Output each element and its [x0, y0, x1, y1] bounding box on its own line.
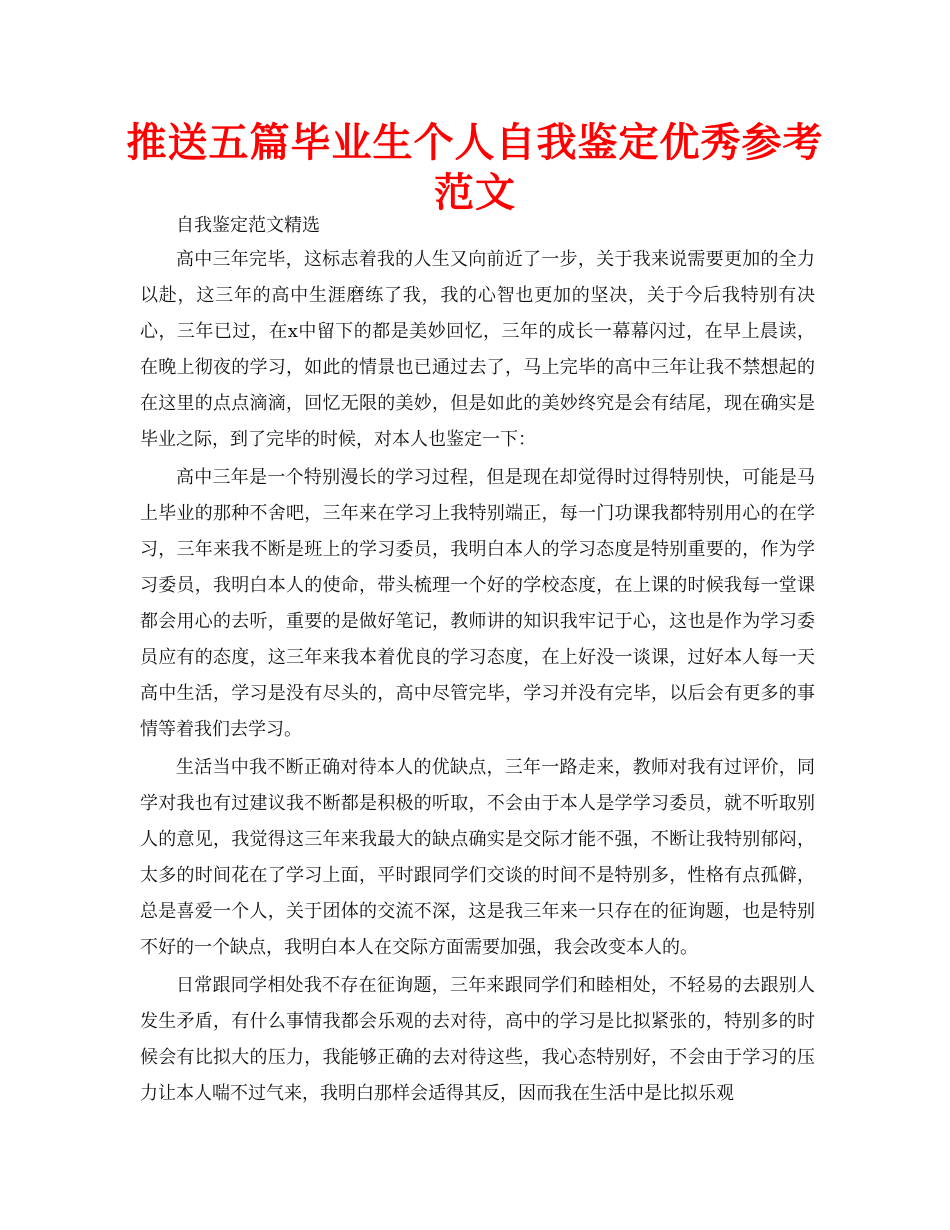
paragraph-1: 高中三年完毕，这标志着我的人生又向前近了一步，关于我来说需要更加的全力以赴，这三年的高中生涯磨练了我，我的心智也更加的坚决，关于今后我特别有决心，三年已过，在x中留下的都是美妙回忆，三年的成长一幕幕闪过，在早上晨读，在晚上彻夜的学习，如此的情景也已通过去了，马上完毕的高中三年让我不禁想起的在这里的点点滴滴，回忆无限的美妙，但是如此的美妙终究是会有结尾，现在确实是毕业之际，到了完毕的时候，对本人也鉴定一下： [140, 249, 815, 450]
paragraph-4: 日常跟同学相处我不存在征询题，三年来跟同学们和睦相处，不轻易的去跟别人发生矛盾，有什么事情我都会乐观的去对待，高中的学习是比拟紧张的，特别多的时候会有比拟大的压力，我能够正确的去对待这些，我心态特别好，不会由于学习的压力让本人喘不过气来，我明白那样会适得其反，因而我在生活中是比拟乐观 [140, 975, 815, 1104]
document-body [140, 208, 815, 1114]
paragraph-3: 生活当中我不断正确对待本人的优缺点，三年一路走来，教师对我有过评价，同学对我也有过建议我不断都是积极的听取，不会由于本人是学学习委员，就不听取别人的意见，我觉得这三年来我最大的缺点确实是交际才能不强，不断让我特别郁闷，太多的时间花在了学习上面，平时跟同学们交谈的时间不是特别多，性格有点孤僻，总是喜爱一个人，关于团体的交流不深，这是我三年来一只存在的征询题，也是特别不好的一个缺点，我明白本人在交际方面需要加强，我会改变本人的。 [140, 757, 815, 958]
document-title: 推送五篇毕业生个人自我鉴定优秀参考范文 [126, 120, 824, 216]
paragraph-2: 高中三年是一个特别漫长的学习过程，但是现在却觉得时过得特别快，可能是马上毕业的那种不舍吧，三年来在学习上我特别端正，每一门功课我都特别用心的在学习，三年来我不断是班上的学习委员，我明白本人的学习态度是特别重要的，作为学习委员，我明白本人的使命，带头梳理一个好的学校态度，在上课的时候我每一堂课都会用心的去听，重要的是做好笔记，教师讲的知识我牢记于心，这也是作为学习委员应有的态度，这三年来我本着优良的学习态度，在上好没一谈课，过好本人每一天高中生活，学习是没有尽头的，高中尽管完毕，学习并没有完毕，以后会有更多的事情等着我们去学习。 [140, 467, 815, 740]
document-subtitle: 自我鉴定范文精选 [176, 215, 320, 236]
